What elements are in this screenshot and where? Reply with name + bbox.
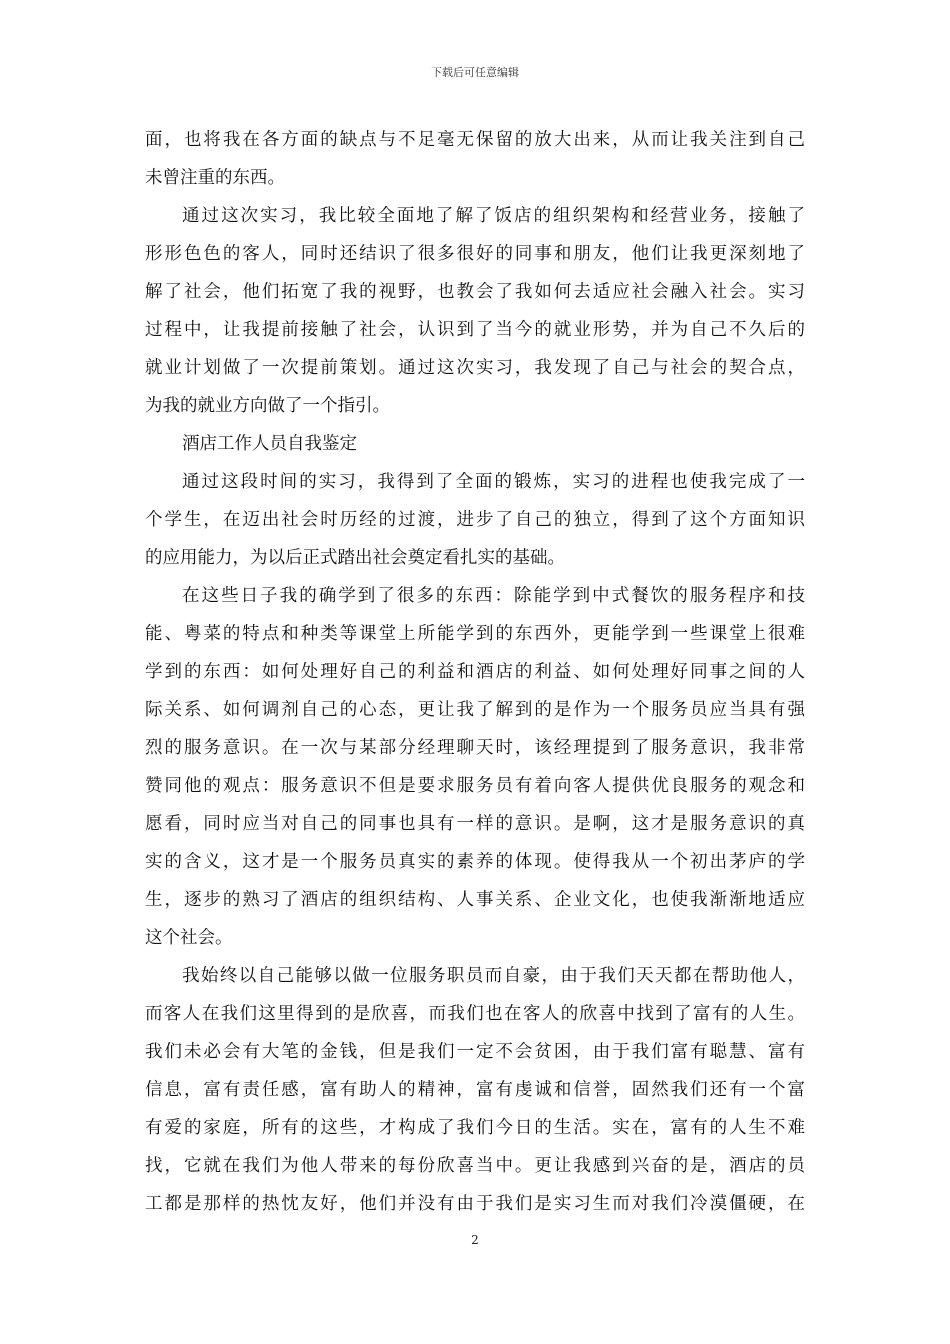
text-line: 为我的就业方向做了一个指引。 [145, 396, 390, 416]
text-line: 学到的东西：如何处理好自己的利益和酒店的利益、如何处理好同事之间的人 [145, 662, 805, 682]
text-line: 解了社会，他们拓宽了我的视野，也教会了我如何去适应社会融入社会。实习 [145, 282, 805, 302]
text-line: 个学生，在迈出社会时历经的过渡，进步了自己的独立，得到了这个方面知识 [145, 510, 805, 530]
text-line: 而客人在我们这里得到的是欣喜，而我们也在客人的欣喜中找到了富有的人生。 [145, 1004, 805, 1024]
text-line: 际关系、如何调剂自己的心态，更让我了解到的是作为一个服务员应当具有强 [145, 700, 805, 720]
paragraph-start-line: 我始终以自己能够以做一位服务职员而自豪，由于我们天天都在帮助他人， [182, 966, 805, 986]
text-line: 赞同他的观点：服务意识不但是要求服务员有着向客人提供优良服务的观念和 [145, 776, 805, 796]
text-line: 找，它就在我们为他人带来的每份欣喜当中。更让我感到兴奋的是，酒店的员 [145, 1156, 805, 1176]
text-line: 面，也将我在各方面的缺点与不足毫无保留的放大出来，从而让我关注到自己 [145, 130, 805, 150]
text-line: 未曾注重的东西。 [145, 168, 285, 188]
paragraph-start-line: 在这些日子我的确学到了很多的东西：除能学到中式餐饮的服务程序和技 [182, 586, 805, 606]
text-line: 这个社会。 [145, 928, 233, 948]
text-line: 有爱的家庭，所有的这些，才构成了我们今日的生活。实在，富有的人生不难 [145, 1118, 805, 1138]
text-line: 能、粤菜的特点和种类等课堂上所能学到的东西外，更能学到一些课堂上很难 [145, 624, 805, 644]
text-line: 就业计划做了一次提前策划。通过这次实习，我发现了自己与社会的契合点， [145, 358, 805, 378]
paragraph-start-line: 通过这段时间的实习，我得到了全面的锻炼，实习的进程也使我完成了一 [182, 472, 805, 492]
text-line: 工都是那样的热忱友好，他们并没有由于我们是实习生而对我们冷漠僵硬，在 [145, 1194, 805, 1214]
text-line: 信息，富有责任感，富有助人的精神，富有虔诚和信誉，固然我们还有一个富 [145, 1080, 805, 1100]
text-line: 愿看，同时应当对自己的同事也具有一样的意识。是啊，这才是服务意识的真 [145, 814, 805, 834]
section-heading: 酒店工作人员自我鉴定 [182, 434, 357, 454]
text-line: 过程中，让我提前接触了社会，认识到了当今的就业形势，并为自己不久后的 [145, 320, 805, 340]
paragraph-start-line: 通过这次实习，我比较全面地了解了饭店的组织架构和经营业务，接触了 [182, 206, 805, 226]
text-line: 烈的服务意识。在一次与某部分经理聊天时，该经理提到了服务意识，我非常 [145, 738, 805, 758]
text-line: 实的含义，这才是一个服务员真实的素养的体现。使得我从一个初出茅庐的学 [145, 852, 805, 872]
text-line: 形形色色的客人，同时还结识了很多很好的同事和朋友，他们让我更深刻地了 [145, 244, 805, 264]
document-body [145, 121, 805, 1223]
text-line: 我们未必会有大笔的金钱，但是我们一定不会贫困，由于我们富有聪慧、富有 [145, 1042, 805, 1062]
page-header: 下载后可任意编辑 [431, 66, 519, 79]
text-line: 生，逐步的熟习了酒店的组织结构、人事关系、企业文化，也使我渐渐地适应 [145, 890, 805, 910]
page-number: 2 [471, 1233, 479, 1247]
text-line: 的应用能力，为以后正式踏出社会奠定看扎实的基础。 [145, 548, 565, 568]
